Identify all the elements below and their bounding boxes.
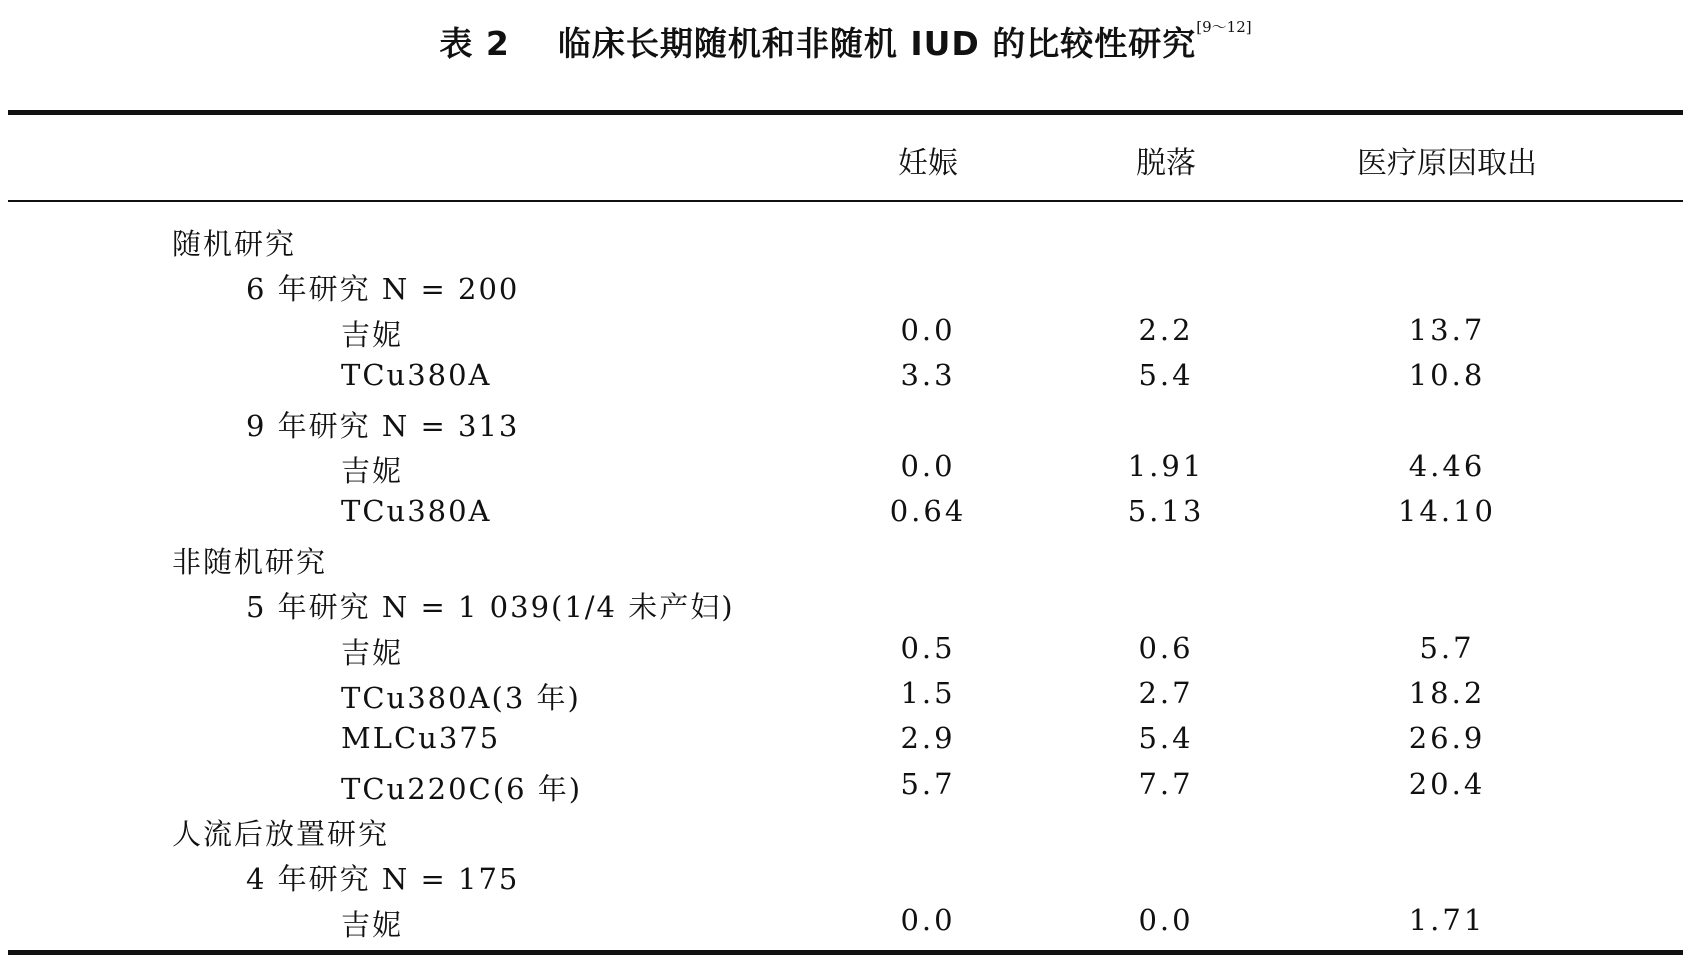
column-header-medical-removal: 医疗原因取出 bbox=[1357, 146, 1537, 181]
medical-removal-value: 1.71 bbox=[1408, 902, 1486, 937]
table-title bbox=[0, 18, 1691, 65]
medical-removal-value: 5.7 bbox=[1419, 630, 1475, 665]
expulsion-value: 0.6 bbox=[1138, 630, 1194, 665]
study-row bbox=[0, 263, 1691, 308]
pregnancy-value: 0.64 bbox=[889, 494, 967, 529]
pregnancy-value: 0.5 bbox=[900, 630, 956, 665]
row-label: 4 年研究 N = 175 bbox=[246, 862, 520, 897]
study-row bbox=[0, 581, 1691, 626]
table-row bbox=[0, 627, 1691, 672]
row-label: 吉妮 bbox=[341, 317, 404, 352]
expulsion-value: 5.13 bbox=[1127, 494, 1205, 529]
study-row bbox=[0, 853, 1691, 898]
pregnancy-value: 0.0 bbox=[900, 448, 956, 483]
row-label: 随机研究 bbox=[172, 227, 297, 261]
expulsion-value: 7.7 bbox=[1138, 766, 1194, 801]
section-row bbox=[0, 808, 1691, 853]
row-label: 吉妮 bbox=[341, 907, 404, 942]
table-row bbox=[0, 763, 1691, 808]
medical-removal-value: 14.10 bbox=[1397, 494, 1497, 529]
column-header-expulsion: 脱落 bbox=[1136, 146, 1196, 181]
expulsion-value: 0.0 bbox=[1138, 902, 1194, 937]
medical-removal-value: 26.9 bbox=[1408, 721, 1486, 756]
medical-removal-value: 13.7 bbox=[1408, 312, 1486, 347]
row-label: 吉妮 bbox=[341, 635, 404, 670]
top-rule bbox=[8, 110, 1683, 115]
pregnancy-value: 0.0 bbox=[900, 902, 956, 937]
expulsion-value: 2.7 bbox=[1138, 675, 1194, 710]
table-header bbox=[0, 130, 1691, 180]
table-row bbox=[0, 490, 1691, 535]
expulsion-value: 2.2 bbox=[1138, 312, 1194, 347]
row-label: 5 年研究 N = 1 039(1/4 未产妇) bbox=[246, 590, 735, 625]
medical-removal-value: 18.2 bbox=[1408, 675, 1486, 710]
pregnancy-value: 1.5 bbox=[900, 675, 956, 710]
table-row bbox=[0, 445, 1691, 490]
row-label: 人流后放置研究 bbox=[172, 817, 390, 852]
row-label: 非随机研究 bbox=[172, 544, 328, 579]
column-header-pregnancy: 妊娠 bbox=[898, 146, 958, 181]
row-label: 吉妮 bbox=[341, 453, 404, 488]
row-label: TCu380A(3 年) bbox=[341, 680, 581, 715]
pregnancy-value: 5.7 bbox=[900, 766, 956, 801]
section-row bbox=[0, 218, 1691, 263]
table-row bbox=[0, 899, 1691, 944]
row-label: TCu380A bbox=[341, 494, 492, 529]
section-row bbox=[0, 536, 1691, 581]
row-label: 6 年研究 N = 200 bbox=[246, 272, 520, 307]
row-label: 9 年研究 N = 313 bbox=[246, 408, 520, 443]
pregnancy-value: 3.3 bbox=[900, 358, 956, 393]
expulsion-value: 5.4 bbox=[1138, 358, 1194, 393]
table-row bbox=[0, 672, 1691, 717]
header-rule bbox=[8, 200, 1683, 202]
table-row bbox=[0, 354, 1691, 399]
table-number: 表 2 bbox=[439, 24, 510, 63]
table-title-text: 临床长期随机和非随机 IUD 的比较性研究 bbox=[557, 24, 1197, 63]
table-row bbox=[0, 717, 1691, 762]
medical-removal-value: 4.46 bbox=[1408, 448, 1486, 483]
medical-removal-value: 20.4 bbox=[1408, 766, 1486, 801]
row-label: TCu220C(6 年) bbox=[341, 771, 583, 806]
pregnancy-value: 0.0 bbox=[900, 312, 956, 347]
study-row bbox=[0, 400, 1691, 445]
pregnancy-value: 2.9 bbox=[900, 721, 956, 756]
table-row bbox=[0, 309, 1691, 354]
citation-ref: [9～12] bbox=[1196, 18, 1252, 36]
expulsion-value: 1.91 bbox=[1127, 448, 1205, 483]
table-body bbox=[0, 218, 1691, 944]
bottom-rule bbox=[8, 950, 1683, 955]
medical-removal-value: 10.8 bbox=[1408, 358, 1486, 393]
row-label: MLCu375 bbox=[341, 721, 501, 756]
expulsion-value: 5.4 bbox=[1138, 721, 1194, 756]
row-label: TCu380A bbox=[341, 358, 492, 393]
